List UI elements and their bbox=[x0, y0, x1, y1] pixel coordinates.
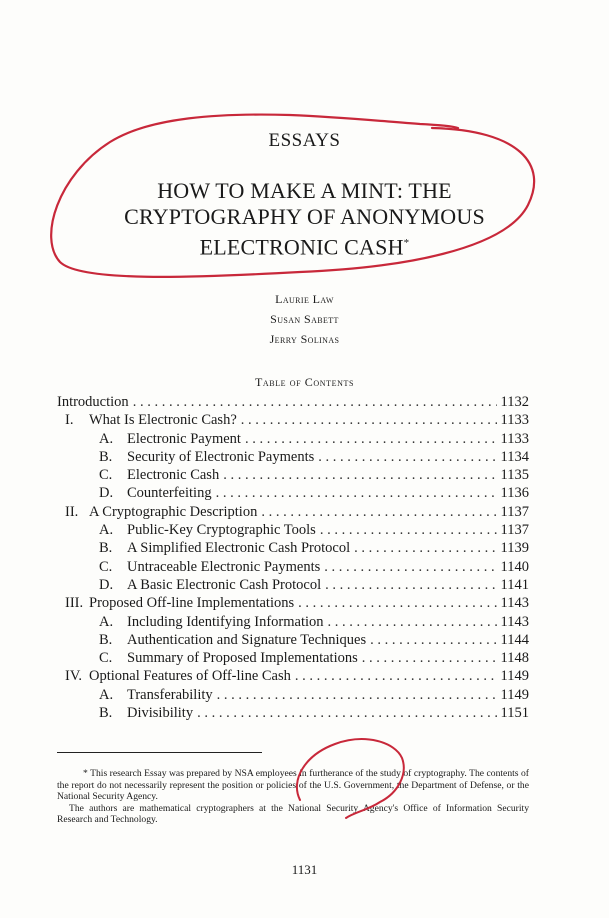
toc-entry-label bbox=[99, 430, 241, 448]
toc-entry-number: A. bbox=[99, 522, 114, 539]
toc-dot-leader bbox=[261, 503, 496, 521]
toc-entry-title: Electronic Payment bbox=[127, 430, 241, 447]
toc-entry-title: Optional Features of Off-line Cash bbox=[89, 668, 291, 685]
toc-entry-title: Transferability bbox=[127, 686, 213, 703]
toc-entry-label bbox=[99, 539, 350, 557]
toc-entry-label bbox=[99, 631, 366, 649]
toc-entry-number: A. bbox=[99, 430, 114, 447]
toc-entry-number: A. bbox=[99, 613, 114, 630]
toc-entry-label bbox=[65, 594, 294, 612]
toc-dot-leader bbox=[370, 631, 496, 649]
toc-entry-label bbox=[99, 649, 358, 667]
toc-entry-label bbox=[65, 503, 257, 521]
toc-entry bbox=[57, 448, 529, 466]
toc-entry-page: 1143 bbox=[500, 595, 529, 612]
toc-entry-page: 1132 bbox=[500, 394, 529, 410]
toc-entry-page: 1133 bbox=[500, 412, 529, 429]
toc-entry-page: 1137 bbox=[500, 522, 529, 539]
toc-entry-title: Counterfeiting bbox=[127, 485, 212, 502]
section-heading: ESSAYS bbox=[268, 130, 341, 151]
toc-entry-title: Public-Key Cryptographic Tools bbox=[127, 522, 316, 539]
toc-dot-leader bbox=[245, 430, 497, 448]
toc-entry-page: 1151 bbox=[500, 705, 529, 722]
title-line-3 bbox=[0, 230, 609, 260]
toc-entry-title: A Basic Electronic Cash Protocol bbox=[127, 576, 322, 593]
toc-entry-title: Including Identifying Information bbox=[127, 613, 324, 630]
toc-entry bbox=[57, 466, 529, 484]
toc-entry-title: Summary of Proposed Implementations bbox=[127, 650, 358, 667]
toc-entry bbox=[57, 613, 529, 631]
footnote-paragraph: * This research Essay was prepared by NSA employees in furtherance of the study of cryptography. The contents of the report do not necessarily represent the position or policies of the U.S. Government, the Department of Defense, or the National Security Agency. bbox=[57, 768, 529, 803]
author-name: Susan Sabett bbox=[270, 312, 339, 326]
footnote bbox=[57, 768, 529, 826]
toc-entry-number: IV. bbox=[65, 668, 83, 685]
toc-entry-title: Electronic Cash bbox=[127, 467, 220, 484]
toc-dot-leader bbox=[324, 558, 496, 576]
toc-entry-page: 1144 bbox=[500, 631, 529, 648]
footnote-paragraph: The authors are mathematical cryptographers at the National Security Agency's Office of Information Security Research and Technology. bbox=[57, 802, 529, 826]
toc-entry-number: I. bbox=[65, 412, 74, 429]
toc-entry-title: Untraceable Electronic Payments bbox=[127, 558, 321, 575]
toc-entry-label bbox=[99, 521, 316, 539]
toc-entry-title: Security of Electronic Payments bbox=[127, 448, 315, 465]
toc-entry-label bbox=[65, 411, 237, 429]
toc-entry-number: C. bbox=[99, 650, 113, 667]
toc-entry-title: Proposed Off-line Implementations bbox=[89, 595, 295, 612]
toc-entry bbox=[57, 594, 529, 612]
toc-entry-number: B. bbox=[99, 631, 113, 648]
title-line-1: HOW TO MAKE A MINT: THE bbox=[157, 178, 452, 203]
toc-dot-leader bbox=[133, 393, 497, 411]
toc-entry-page: 1134 bbox=[500, 448, 529, 465]
toc-entry bbox=[57, 686, 529, 704]
toc-entry-page: 1149 bbox=[500, 668, 529, 685]
toc-dot-leader bbox=[298, 594, 496, 612]
title-footnote-marker: * bbox=[403, 237, 410, 249]
toc-entry-title: Authentication and Signature Techniques bbox=[127, 631, 367, 648]
title-line-2: CRYPTOGRAPHY OF ANONYMOUS bbox=[124, 204, 485, 229]
toc-entry-page: 1143 bbox=[500, 613, 529, 630]
page-number: 1131 bbox=[291, 862, 318, 877]
toc-entry bbox=[57, 576, 529, 594]
toc-dot-leader bbox=[328, 613, 497, 631]
toc-entry-page: 1137 bbox=[500, 503, 529, 520]
toc-entry bbox=[57, 704, 529, 722]
author-name: Jerry Solinas bbox=[269, 332, 340, 346]
toc-entry-label bbox=[99, 686, 213, 704]
toc-entry bbox=[57, 411, 529, 429]
toc-entry bbox=[57, 558, 529, 576]
toc-entry-number: A. bbox=[99, 686, 114, 703]
author-name: Laurie Law bbox=[275, 292, 334, 306]
toc-dot-leader bbox=[325, 576, 496, 594]
toc-entry-label bbox=[65, 667, 291, 685]
toc-dot-leader bbox=[318, 448, 496, 466]
toc-entry-page: 1135 bbox=[500, 467, 529, 484]
toc-entry-page: 1148 bbox=[500, 650, 529, 667]
toc-entry-title: Divisibility bbox=[127, 705, 194, 722]
toc-entry-page: 1149 bbox=[500, 686, 529, 703]
toc-dot-leader bbox=[295, 667, 497, 685]
toc-entry bbox=[57, 393, 529, 411]
toc-entry bbox=[57, 484, 529, 502]
toc-entry-number: B. bbox=[99, 705, 113, 722]
toc-entry-number: II. bbox=[65, 503, 79, 520]
toc-entry-page: 1139 bbox=[500, 540, 529, 557]
toc-entry-page: 1140 bbox=[500, 558, 529, 575]
toc-entry-label bbox=[99, 466, 219, 484]
toc-entry-number: B. bbox=[99, 448, 113, 465]
title-line-3-text: ELECTRONIC CASH bbox=[199, 234, 404, 260]
toc-entry-label bbox=[99, 484, 212, 502]
toc-entry-label bbox=[99, 704, 193, 722]
toc-entry-label bbox=[99, 448, 314, 466]
toc-dot-leader bbox=[354, 539, 496, 557]
toc-entry-label bbox=[57, 393, 129, 411]
toc-entry-number: C. bbox=[99, 467, 113, 484]
article-title bbox=[0, 178, 609, 260]
toc-entry bbox=[57, 503, 529, 521]
toc-entry bbox=[57, 649, 529, 667]
toc-entry-number: B. bbox=[99, 540, 113, 557]
toc-entry-number: D. bbox=[99, 485, 114, 502]
toc-entry-page: 1136 bbox=[500, 485, 529, 502]
toc-entry-page: 1141 bbox=[500, 576, 529, 593]
toc-dot-leader bbox=[241, 411, 497, 429]
toc-dot-leader bbox=[216, 484, 497, 502]
toc-entry-title: A Cryptographic Description bbox=[89, 503, 258, 520]
toc-entry-label bbox=[99, 558, 320, 576]
author-list bbox=[0, 289, 609, 349]
toc-entry-page: 1133 bbox=[500, 430, 529, 447]
toc-dot-leader bbox=[217, 686, 497, 704]
toc-entry-number: D. bbox=[99, 576, 114, 593]
toc-entry-title: What Is Electronic Cash? bbox=[89, 412, 237, 429]
toc-dot-leader bbox=[197, 704, 496, 722]
toc-entry-title: A Simplified Electronic Cash Protocol bbox=[127, 540, 351, 557]
toc-dot-leader bbox=[223, 466, 496, 484]
toc-entry-title: Introduction bbox=[57, 394, 129, 410]
toc-entry bbox=[57, 631, 529, 649]
toc-entry-label bbox=[99, 576, 321, 594]
toc-entry bbox=[57, 539, 529, 557]
table-of-contents bbox=[57, 393, 529, 722]
toc-dot-leader bbox=[320, 521, 497, 539]
toc-entry-number: III. bbox=[65, 595, 84, 612]
toc-entry-number: C. bbox=[99, 558, 113, 575]
toc-entry-label bbox=[99, 613, 324, 631]
toc-entry bbox=[57, 430, 529, 448]
toc-entry bbox=[57, 521, 529, 539]
footnote-divider bbox=[57, 752, 262, 753]
toc-entry bbox=[57, 667, 529, 685]
toc-dot-leader bbox=[362, 649, 497, 667]
toc-heading: Table of Contents bbox=[254, 375, 355, 389]
